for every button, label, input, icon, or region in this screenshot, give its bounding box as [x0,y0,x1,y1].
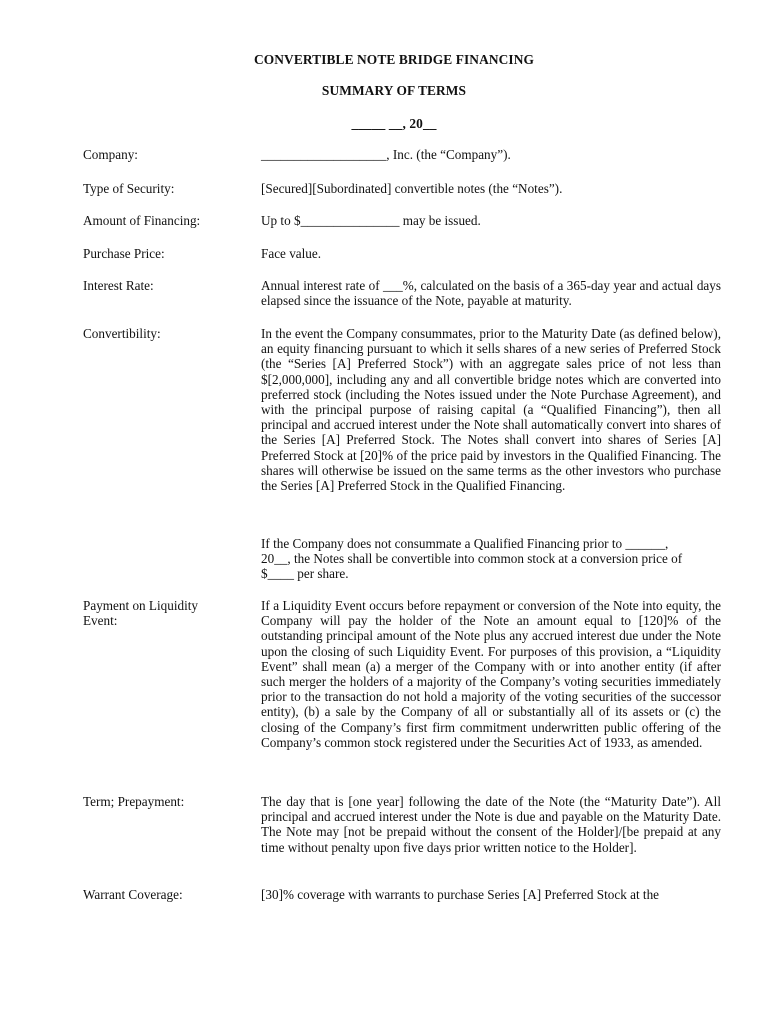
term-value: ___________________, Inc. (the “Company”). [261,147,511,162]
term-value: In the event the Company consummates, prior to the Maturity Date (as defined below), an equity financing pursuant to which it sells shares of a new series of Preferred Stock (the “Series [A] Preferred Stock”) with an aggregate sales price of not less than $[2,000,000], including any and all convertible bridge notes which are converted into preferred stock (including the Notes issued under the Note Purchase Agreement), and with the principal purpose of raising capital (a “Qualified Financing”), then all principal and accrued interest under the Note shall automatically convert into shares of the Series [A] Preferred Stock. The Notes shall convert into shares of Series [A] Preferred Stock at [20]% of the price paid by investors in the Qualified Financing. The shares will otherwise be issued on the same terms as the other investors who purchase the Series [A] Preferred Stock in the Qualified Financing. [261,326,721,494]
term-value: Up to $_______________ may be issued. [261,213,481,228]
term-label: Company: [83,147,138,162]
term-value: Annual interest rate of ___%, calculated on the basis of a 365-day year and actual days elapsed since the issuance of the Note, payable at maturity. [261,278,721,309]
term-value: Face value. [261,246,322,261]
term-label: Interest Rate: [83,278,154,293]
term-label: Warrant Coverage: [83,887,183,902]
term-label: Type of Security: [83,181,175,196]
document-subtitle: SUMMARY OF TERMS [321,83,467,98]
term-value: The day that is [one year] following the date of the Note (the “Maturity Date”). All principal and accrued interest under the Note is due and payable on the Maturity Date. The Note may [not be prepaid without the consent of the Holder]/[be prepaid at any time without penalty upon five days prior written notice to the Holder]. [261,794,721,855]
date-line: _____ __, 20__ [351,116,437,131]
term-label: Convertibility: [83,326,161,341]
term-value: If a Liquidity Event occurs before repayment or conversion of the Note into equity, the Company will pay the holder of the Note an amount equal to [120]% of the outstanding principal amount of the Note plus any accrued interest due under the Note upon the closing of such Liquidity Event. For purposes of this provision, a “Liquidity Event” shall mean (a) a merger of the Company with or into another entity (if after such merger the holders of a majority of the Company’s voting securities immediately prior to the transaction do not hold a majority of the voting securities of the successor entity), (b) a sale by the Company of all or substantially all of its assets or (c) the closing of the Company’s first firm commitment underwritten public offering of the Company’s common stock registered under the Securities Act of 1933, as amended. [261,598,721,750]
term-label: Amount of Financing: [83,213,201,228]
term-label: Term; Prepayment: [83,794,185,809]
term-label: Purchase Price: [83,246,165,261]
term-value: [30]% coverage with warrants to purchase Series [A] Preferred Stock at the [261,887,660,902]
term-value: [Secured][Subordinated] convertible notes (the “Notes”). [261,181,563,196]
document-title: CONVERTIBLE NOTE BRIDGE FINANCING [254,52,534,67]
term-label: Payment on Liquidity Event: [83,598,199,629]
term-value-second-paragraph: If the Company does not consummate a Qualified Financing prior to ______, 20__, the Notes shall be convertible into common stock at a conversion price of $____ per share. [261,536,683,582]
